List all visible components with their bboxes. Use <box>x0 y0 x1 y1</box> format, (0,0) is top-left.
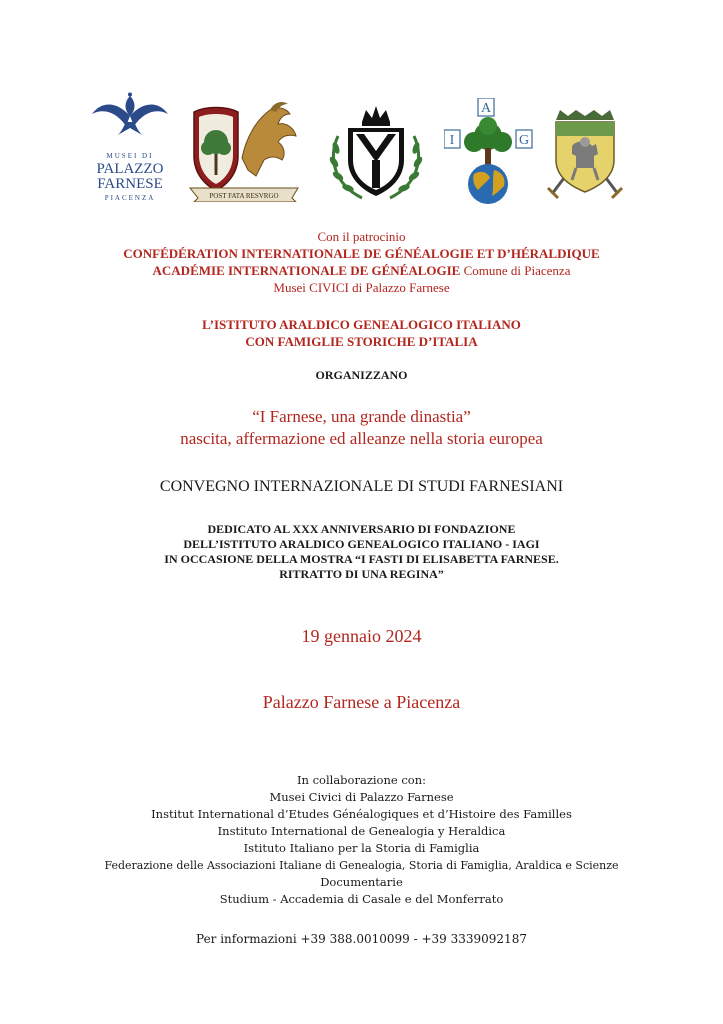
event-venue: Palazzo Farnese a Piacenza <box>262 692 461 712</box>
collaborator-item: Istituto Italiano per la Storia di Famiglia <box>243 841 480 855</box>
contact-info: Per informazioni +39 388.0010099 - +39 3339092187 <box>196 932 527 946</box>
collaborator-item: Studium - Accademia di Casale e del Monferrato <box>219 892 504 906</box>
confederation-shield-icon <box>326 106 426 204</box>
logos-row <box>0 92 723 212</box>
musei-palazzo-farnese-logo <box>88 92 172 204</box>
collaboration-intro: In collaborazione con: <box>297 773 426 787</box>
collaborator-item: Documentarie <box>320 875 403 889</box>
logo-text-palazzo: PALAZZO <box>96 161 164 177</box>
logo-text-piacenza: PIACENZA <box>104 194 156 202</box>
iagi-letter-i-left: I <box>449 133 455 148</box>
collaborator-item: Instituto International de Genealogia y Heraldica <box>217 824 506 838</box>
patronage-academie-line <box>0 262 723 279</box>
dedication-line-3: IN OCCASIONE DELLA MOSTRA “I FASTI DI ELISABETTA FARNESE. <box>164 552 559 566</box>
dedication-line-1: DEDICATO AL XXX ANNIVERSARIO DI FONDAZIONE <box>207 522 516 536</box>
patronage-block <box>0 228 723 296</box>
griffin-shield-icon <box>186 98 304 202</box>
collaborator-item: Institut International d’Etudes Généalogiques et d’Histoire des Familles <box>151 807 572 821</box>
dedication-line-2: DELL’ISTITUTO ARALDICO GENEALOGICO ITALIANO - IAGI <box>183 537 540 551</box>
iagi-letter-g: G <box>518 133 530 148</box>
event-subtitle: nascita, affermazione ed alleanze nella storia europea <box>180 429 543 448</box>
dedication-block <box>0 522 723 582</box>
tree-globe-icon <box>444 98 536 206</box>
knight-shield-crest <box>546 110 624 202</box>
dedication-line-4: RITRATTO DI UNA REGINA” <box>279 567 444 581</box>
organizer-istituto: L’ISTITUTO ARALDICO GENEALOGICO ITALIANO <box>202 317 521 332</box>
griffin-motto-text: POST FATA RESVRGO <box>209 192 279 200</box>
farnese-lily-icon <box>88 92 172 138</box>
event-title-block <box>0 406 723 450</box>
collaborator-item: Musei Civici di Palazzo Farnese <box>269 790 454 804</box>
collaboration-block <box>0 772 723 908</box>
convegno-heading: CONVEGNO INTERNAZIONALE DI STUDI FARNESIANI <box>159 478 564 495</box>
heraldic-griffin-crest <box>186 98 304 202</box>
patronage-comune: Comune di Piacenza <box>460 263 571 278</box>
iagi-letter-a: A <box>480 101 492 116</box>
patronage-academie: ACADÉMIE INTERNATIONALE DE GÉNÉALOGIE <box>152 263 461 278</box>
collaborator-item: Federazione delle Associazioni Italiane di Genealogia, Storia di Famiglia, Araldica e Scienze <box>104 859 619 872</box>
event-title: “I Farnese, una grande dinastia” <box>252 407 471 426</box>
knight-shield-icon <box>546 110 624 202</box>
organizzano-label: ORGANIZZANO <box>315 368 408 382</box>
logo-text-farnese: FARNESE <box>97 176 163 192</box>
event-date: 19 gennaio 2024 <box>301 626 422 646</box>
organizer-famiglie: CON FAMIGLIE STORICHE D’ITALIA <box>245 334 478 349</box>
logo-text-musei-di: MUSEI DI <box>106 152 154 160</box>
iagi-tree-globe-logo <box>444 98 536 206</box>
organizers-block <box>0 316 723 350</box>
patronage-musei: Musei CIVICI di Palazzo Farnese <box>273 280 450 295</box>
patronage-intro: Con il patrocinio <box>317 229 406 244</box>
confederation-shield-crest <box>326 106 426 204</box>
patronage-confederation: CONFÉDÉRATION INTERNATIONALE DE GÉNÉALOGIE ET D’HÉRALDIQUE <box>123 246 600 261</box>
